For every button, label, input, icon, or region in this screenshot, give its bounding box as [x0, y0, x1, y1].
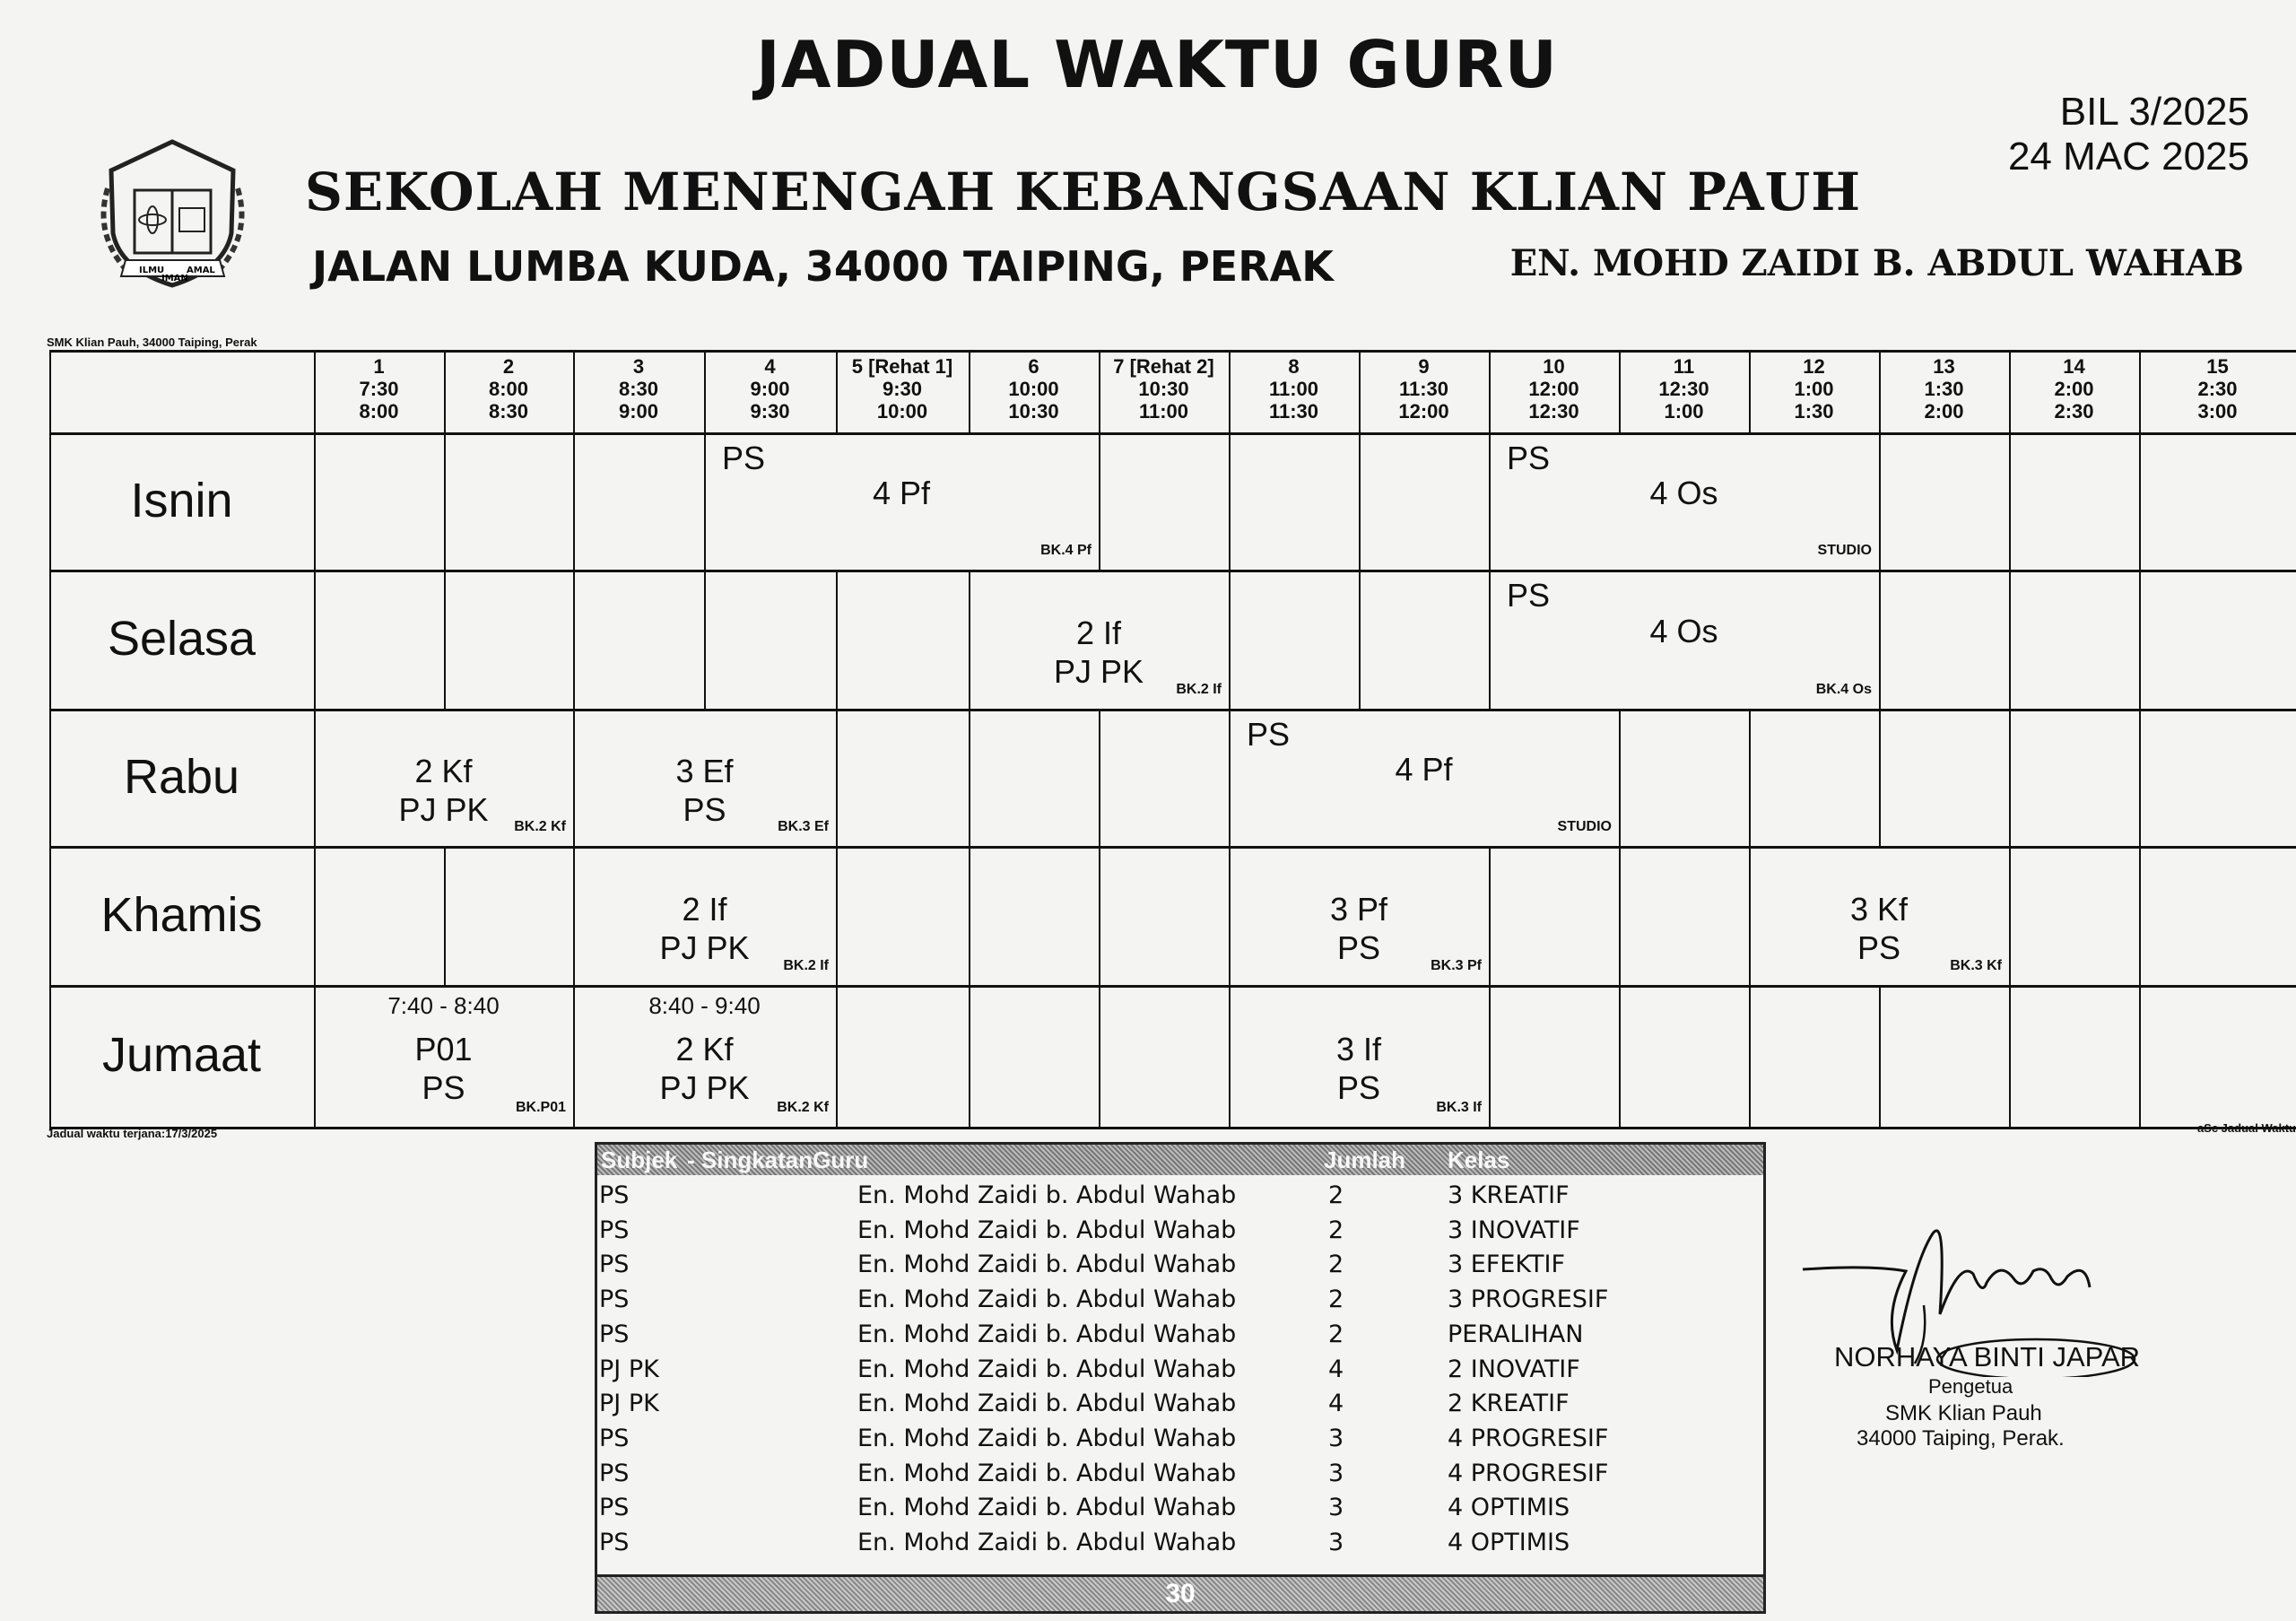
grid-col-line	[314, 570, 316, 709]
grid-col-line	[2139, 570, 2141, 709]
lesson-room: BK.2 Kf	[777, 1100, 829, 1115]
period-header	[314, 355, 444, 423]
lesson-class: 4 Pf	[1395, 750, 1453, 788]
lesson-subject: PS	[422, 1069, 465, 1106]
summary-subject: PS	[599, 1494, 630, 1522]
period-end: 10:30	[1008, 400, 1059, 423]
lesson-class: 3 Kf	[1849, 890, 1909, 928]
lesson-room: BK.3 Pf	[1431, 958, 1482, 973]
lesson-class: 4 Pf	[872, 474, 931, 511]
bil-number: BIL 3/2025	[2059, 90, 2249, 134]
lesson-class: 4 Os	[1649, 474, 1718, 511]
school-crest-logo	[90, 135, 256, 292]
grid-row-line	[49, 350, 2296, 353]
period-end: 8:00	[359, 400, 399, 423]
summary-class: 2 KREATIF	[1448, 1390, 1570, 1418]
summary-subject: PS	[599, 1424, 630, 1452]
period-end: 1:00	[1664, 400, 1704, 423]
period-end: 11:30	[1268, 400, 1319, 423]
summary-teacher: En. Mohd Zaidi b. Abdul Wahab	[857, 1251, 1237, 1279]
day-label: Selasa	[107, 611, 257, 666]
lesson-time: 8:40 - 9:40	[648, 992, 761, 1019]
document-ref	[2008, 90, 2249, 179]
lesson-room: BK.4 Pf	[1040, 543, 1091, 558]
timetable-grid	[49, 350, 2296, 1127]
lesson-room: BK.2 Kf	[514, 819, 566, 834]
period-number: 5 [Rehat 1]	[851, 355, 953, 378]
grid-col-line	[1489, 985, 1491, 1127]
summary-class: 4 PROGRESIF	[1448, 1424, 1609, 1452]
period-start: 11:30	[1398, 378, 1449, 400]
page-title: JADUAL WAKTU GURU	[755, 27, 1558, 102]
grid-col-line	[49, 432, 51, 570]
grid-col-line	[1099, 432, 1100, 570]
summary-teacher: En. Mohd Zaidi b. Abdul Wahab	[857, 1216, 1237, 1244]
lesson-room: BK.3 Ef	[778, 819, 829, 834]
period-end: 12:30	[1528, 400, 1579, 423]
period-number: 7 [Rehat 2]	[1113, 355, 1214, 378]
grid-col-line	[836, 985, 838, 1127]
summary-teacher: En. Mohd Zaidi b. Abdul Wahab	[857, 1355, 1237, 1383]
summary-row	[597, 1214, 1763, 1249]
grid-col-line	[836, 570, 838, 709]
school-name: SEKOLAH MENENGAH KEBANGSAAN KLIAN PAUH	[305, 161, 1862, 222]
summary-class: 3 KREATIF	[1448, 1181, 1570, 1209]
grid-col-line	[444, 432, 446, 570]
period-end: 9:30	[750, 400, 790, 423]
summary-class: 3 PROGRESIF	[1448, 1285, 1609, 1314]
grid-col-line	[49, 985, 51, 1127]
summary-count: 3	[1328, 1529, 1344, 1556]
summary-header	[597, 1145, 1763, 1175]
grid-row-line	[49, 985, 2296, 988]
period-header	[969, 355, 1099, 423]
period-number: 8	[1288, 355, 1300, 378]
summary-subject: PJ PK	[599, 1390, 659, 1418]
summary-class: 2 INOVATIF	[1448, 1355, 1580, 1383]
period-header	[573, 355, 704, 423]
summary-row	[597, 1491, 1763, 1526]
period-start: 8:00	[488, 378, 529, 400]
lesson-time: 7:40 - 8:40	[387, 992, 500, 1019]
grid-col-line	[969, 846, 970, 985]
summary-class: 4 OPTIMIS	[1448, 1494, 1570, 1522]
period-number: 14	[2063, 355, 2085, 378]
principal-school: SMK Klian Pauh	[1885, 1401, 2042, 1425]
summary-row	[597, 1318, 1763, 1353]
summary-count: 3	[1328, 1459, 1344, 1487]
grid-col-line	[444, 570, 446, 709]
period-number: 11	[1673, 355, 1695, 378]
period-start: 9:30	[882, 378, 923, 400]
summary-count: 2	[1328, 1251, 1344, 1279]
lesson-subject: PJ PK	[659, 1069, 750, 1106]
grid-col-line	[1359, 432, 1361, 570]
period-start: 12:00	[1528, 378, 1579, 400]
summary-teacher: En. Mohd Zaidi b. Abdul Wahab	[857, 1424, 1237, 1452]
summary-subject: PS	[599, 1529, 630, 1556]
period-start: 12:30	[1658, 378, 1709, 400]
small-school-label: SMK Klian Pauh, 34000 Taiping, Perak	[47, 336, 257, 349]
period-header	[1099, 355, 1229, 423]
summary-teacher: En. Mohd Zaidi b. Abdul Wahab	[857, 1285, 1237, 1314]
period-end: 10:00	[876, 400, 928, 423]
period-number: 1	[373, 355, 385, 378]
grid-col-line	[969, 985, 970, 1127]
summary-subject: PS	[599, 1216, 630, 1244]
lesson-room: BK.4 Os	[1815, 682, 1872, 697]
period-end: 9:00	[618, 400, 659, 423]
grid-col-line	[1879, 570, 1881, 709]
summary-count: 2	[1328, 1285, 1344, 1314]
summary-row	[597, 1526, 1763, 1561]
lesson-class: 3 Ef	[675, 752, 734, 789]
day-label: Jumaat	[101, 1028, 262, 1082]
grid-col-line	[1619, 846, 1621, 985]
summary-teacher: En. Mohd Zaidi b. Abdul Wahab	[857, 1181, 1237, 1209]
grid-row-line	[49, 432, 2296, 435]
summary-class: PERALIHAN	[1448, 1320, 1584, 1348]
summary-count: 2	[1328, 1181, 1344, 1209]
grid-col-line	[2139, 985, 2141, 1127]
lesson-class: 2 Kf	[675, 1031, 734, 1068]
lesson-class: 3 Pf	[1329, 890, 1388, 928]
header-count: Jumlah	[1324, 1146, 1406, 1173]
summary-subject: PS	[599, 1320, 630, 1348]
summary-count: 4	[1328, 1355, 1344, 1383]
summary-subject: PS	[599, 1459, 630, 1487]
period-number: 3	[632, 355, 645, 378]
svg-text:AMAL: AMAL	[187, 266, 215, 275]
day-label: Isnin	[130, 473, 233, 527]
grid-col-line	[49, 570, 51, 709]
summary-subject: PS	[599, 1285, 630, 1314]
lesson-subject: PS	[1507, 577, 1551, 614]
day-label: Rabu	[123, 749, 240, 804]
generated-date: Jadual waktu terjana:17/3/2025	[47, 1127, 218, 1140]
summary-teacher: En. Mohd Zaidi b. Abdul Wahab	[857, 1459, 1237, 1487]
period-header	[836, 355, 969, 423]
lesson-subject: PS	[683, 790, 726, 828]
grid-col-line	[1359, 570, 1361, 709]
period-start: 1:30	[1924, 378, 1964, 400]
lesson-class: 4 Os	[1649, 612, 1718, 649]
grid-col-line	[836, 709, 838, 846]
grid-col-line	[1879, 985, 1881, 1127]
summary-teacher: En. Mohd Zaidi b. Abdul Wahab	[857, 1320, 1237, 1348]
period-number: 13	[1933, 355, 1955, 378]
period-header	[1359, 355, 1489, 423]
grid-col-line	[1879, 432, 1881, 570]
period-header	[704, 355, 836, 423]
lesson-subject: PS	[1857, 928, 1901, 966]
summary-row	[597, 1457, 1763, 1492]
grid-col-line	[1879, 709, 1881, 846]
grid-col-line	[1099, 846, 1100, 985]
period-header	[1489, 355, 1619, 423]
period-number: 10	[1543, 355, 1565, 378]
summary-class: 3 EFEKTIF	[1448, 1251, 1566, 1279]
grid-col-line	[1749, 709, 1751, 846]
summary-subject: PS	[599, 1251, 630, 1279]
summary-subject: PJ PK	[599, 1355, 659, 1383]
lesson-room: BK.2 If	[1176, 682, 1222, 697]
principal-role: Pengetua	[1928, 1375, 2013, 1398]
lesson-class: P01	[414, 1031, 473, 1068]
period-end: 12:00	[1398, 400, 1449, 423]
grid-col-line	[836, 846, 838, 985]
period-end: 2:00	[1924, 400, 1964, 423]
grid-row-line	[49, 846, 2296, 849]
software-label: aSc Jadual Waktu	[2196, 1121, 2296, 1135]
lesson-room: STUDIO	[1557, 819, 1612, 834]
grid-col-line	[1099, 985, 1100, 1127]
lesson-subject: PS	[1507, 440, 1551, 476]
grid-col-line	[49, 846, 51, 985]
grid-col-line	[444, 846, 446, 985]
grid-col-line	[314, 846, 316, 985]
period-end: 2:30	[2054, 400, 2094, 423]
summary-count: 3	[1328, 1424, 1344, 1452]
lesson-subject: PS	[1247, 716, 1291, 753]
grid-col-line	[2139, 709, 2141, 846]
summary-row	[597, 1248, 1763, 1283]
grid-col-line	[2139, 846, 2141, 985]
period-start: 11:00	[1268, 378, 1319, 400]
period-number: 15	[2206, 355, 2229, 378]
grid-col-line	[1229, 432, 1231, 570]
period-start: 7:30	[359, 378, 399, 400]
period-header	[1619, 355, 1749, 423]
grid-col-line	[573, 570, 575, 709]
grid-col-line	[2009, 432, 2011, 570]
principal-name: NORHAYA BINTI JAPAR	[1834, 1341, 2141, 1373]
summary-class: 3 INOVATIF	[1448, 1216, 1580, 1244]
period-start: 1:00	[1794, 378, 1834, 400]
period-start: 2:30	[2197, 378, 2238, 400]
grid-col-line	[704, 570, 706, 709]
period-start: 2:00	[2054, 378, 2094, 400]
period-header	[2009, 355, 2139, 423]
school-address: JALAN LUMBA KUDA, 34000 TAIPING, PERAK	[312, 242, 1334, 291]
summary-count: 2	[1328, 1320, 1344, 1348]
grid-row-line	[49, 1127, 2296, 1129]
lesson-room: BK.2 If	[783, 958, 829, 973]
lesson-class: 2 If	[1075, 614, 1122, 651]
period-end: 1:30	[1794, 400, 1834, 423]
grid-col-line	[314, 432, 316, 570]
grid-row-line	[49, 570, 2296, 572]
svg-text:ILMU: ILMU	[139, 266, 165, 275]
grid-col-line	[1619, 985, 1621, 1127]
lesson-subject: PJ PK	[659, 928, 750, 966]
period-start: 10:30	[1138, 378, 1189, 400]
summary-row	[597, 1353, 1763, 1388]
header-teacher: - SingkatanGuru	[687, 1146, 869, 1173]
summary-teacher: En. Mohd Zaidi b. Abdul Wahab	[857, 1390, 1237, 1418]
header-subject: Subjek	[601, 1146, 678, 1173]
period-number: 4	[764, 355, 776, 378]
period-number: 12	[1803, 355, 1825, 378]
period-end: 11:00	[1138, 400, 1189, 423]
grid-col-line	[1749, 985, 1751, 1127]
lesson-subject: PS	[722, 440, 766, 476]
header-classes: Kelas	[1448, 1146, 1510, 1173]
grid-col-line	[49, 709, 51, 846]
grid-col-line	[2009, 709, 2011, 846]
period-start: 8:30	[618, 378, 659, 400]
grid-col-line	[49, 350, 51, 432]
period-header	[444, 355, 573, 423]
lesson-room: BK.3 If	[1436, 1100, 1482, 1115]
period-header	[2139, 355, 2296, 423]
summary-count: 4	[1328, 1390, 1344, 1418]
summary-count: 2	[1328, 1216, 1344, 1244]
summary-row	[597, 1283, 1763, 1318]
period-number: 9	[1418, 355, 1430, 378]
lesson-subject: PS	[1336, 928, 1381, 966]
grid-col-line	[2009, 570, 2011, 709]
lesson-room: BK.P01	[515, 1100, 566, 1115]
grid-col-line	[1489, 846, 1491, 985]
summary-count: 3	[1328, 1494, 1344, 1522]
period-header	[1749, 355, 1879, 423]
period-header	[1229, 355, 1359, 423]
grid-row-line	[49, 709, 2296, 711]
summary-row	[597, 1422, 1763, 1457]
lesson-subject: PJ PK	[1053, 652, 1144, 690]
lesson-room: BK.3 Kf	[1950, 958, 2002, 973]
principal-address: 34000 Taiping, Perak.	[1857, 1426, 2065, 1451]
grid-col-line	[1619, 709, 1621, 846]
summary-row	[597, 1387, 1763, 1422]
summary-teacher: En. Mohd Zaidi b. Abdul Wahab	[857, 1529, 1237, 1556]
grid-col-line	[1099, 709, 1100, 846]
period-end: 8:30	[488, 400, 529, 423]
teacher-name: EN. MOHD ZAIDI B. ABDUL WAHAB	[1509, 242, 2244, 284]
summary-row	[597, 1179, 1763, 1214]
summary-teacher: En. Mohd Zaidi b. Abdul Wahab	[857, 1494, 1237, 1522]
subject-summary-table	[595, 1142, 1766, 1614]
lesson-room: STUDIO	[1817, 543, 1872, 558]
day-label: Khamis	[100, 887, 263, 942]
grid-col-line	[1229, 570, 1231, 709]
period-end: 3:00	[2197, 400, 2238, 423]
grid-col-line	[2009, 985, 2011, 1127]
lesson-class: 2 If	[682, 890, 727, 928]
document-date: 24 MAC 2025	[2007, 135, 2249, 179]
period-header	[1879, 355, 2009, 423]
grid-col-line	[573, 432, 575, 570]
period-start: 10:00	[1008, 378, 1059, 400]
grid-col-line	[969, 709, 970, 846]
period-start: 9:00	[750, 378, 790, 400]
summary-subject: PS	[599, 1181, 630, 1209]
summary-class: 4 OPTIMIS	[1448, 1529, 1570, 1556]
lesson-subject: PJ PK	[398, 790, 489, 828]
lesson-class: 3 If	[1335, 1031, 1382, 1068]
period-number: 2	[502, 355, 515, 378]
period-number: 6	[1028, 355, 1039, 378]
lesson-class: 2 Kf	[414, 752, 473, 789]
summary-total: 30	[597, 1574, 1763, 1611]
svg-text:IMAN: IMAN	[161, 274, 188, 283]
summary-class: 4 PROGRESIF	[1448, 1459, 1609, 1487]
grid-col-line	[2139, 432, 2141, 570]
grid-col-line	[2009, 846, 2011, 985]
lesson-subject: PS	[1336, 1069, 1381, 1106]
